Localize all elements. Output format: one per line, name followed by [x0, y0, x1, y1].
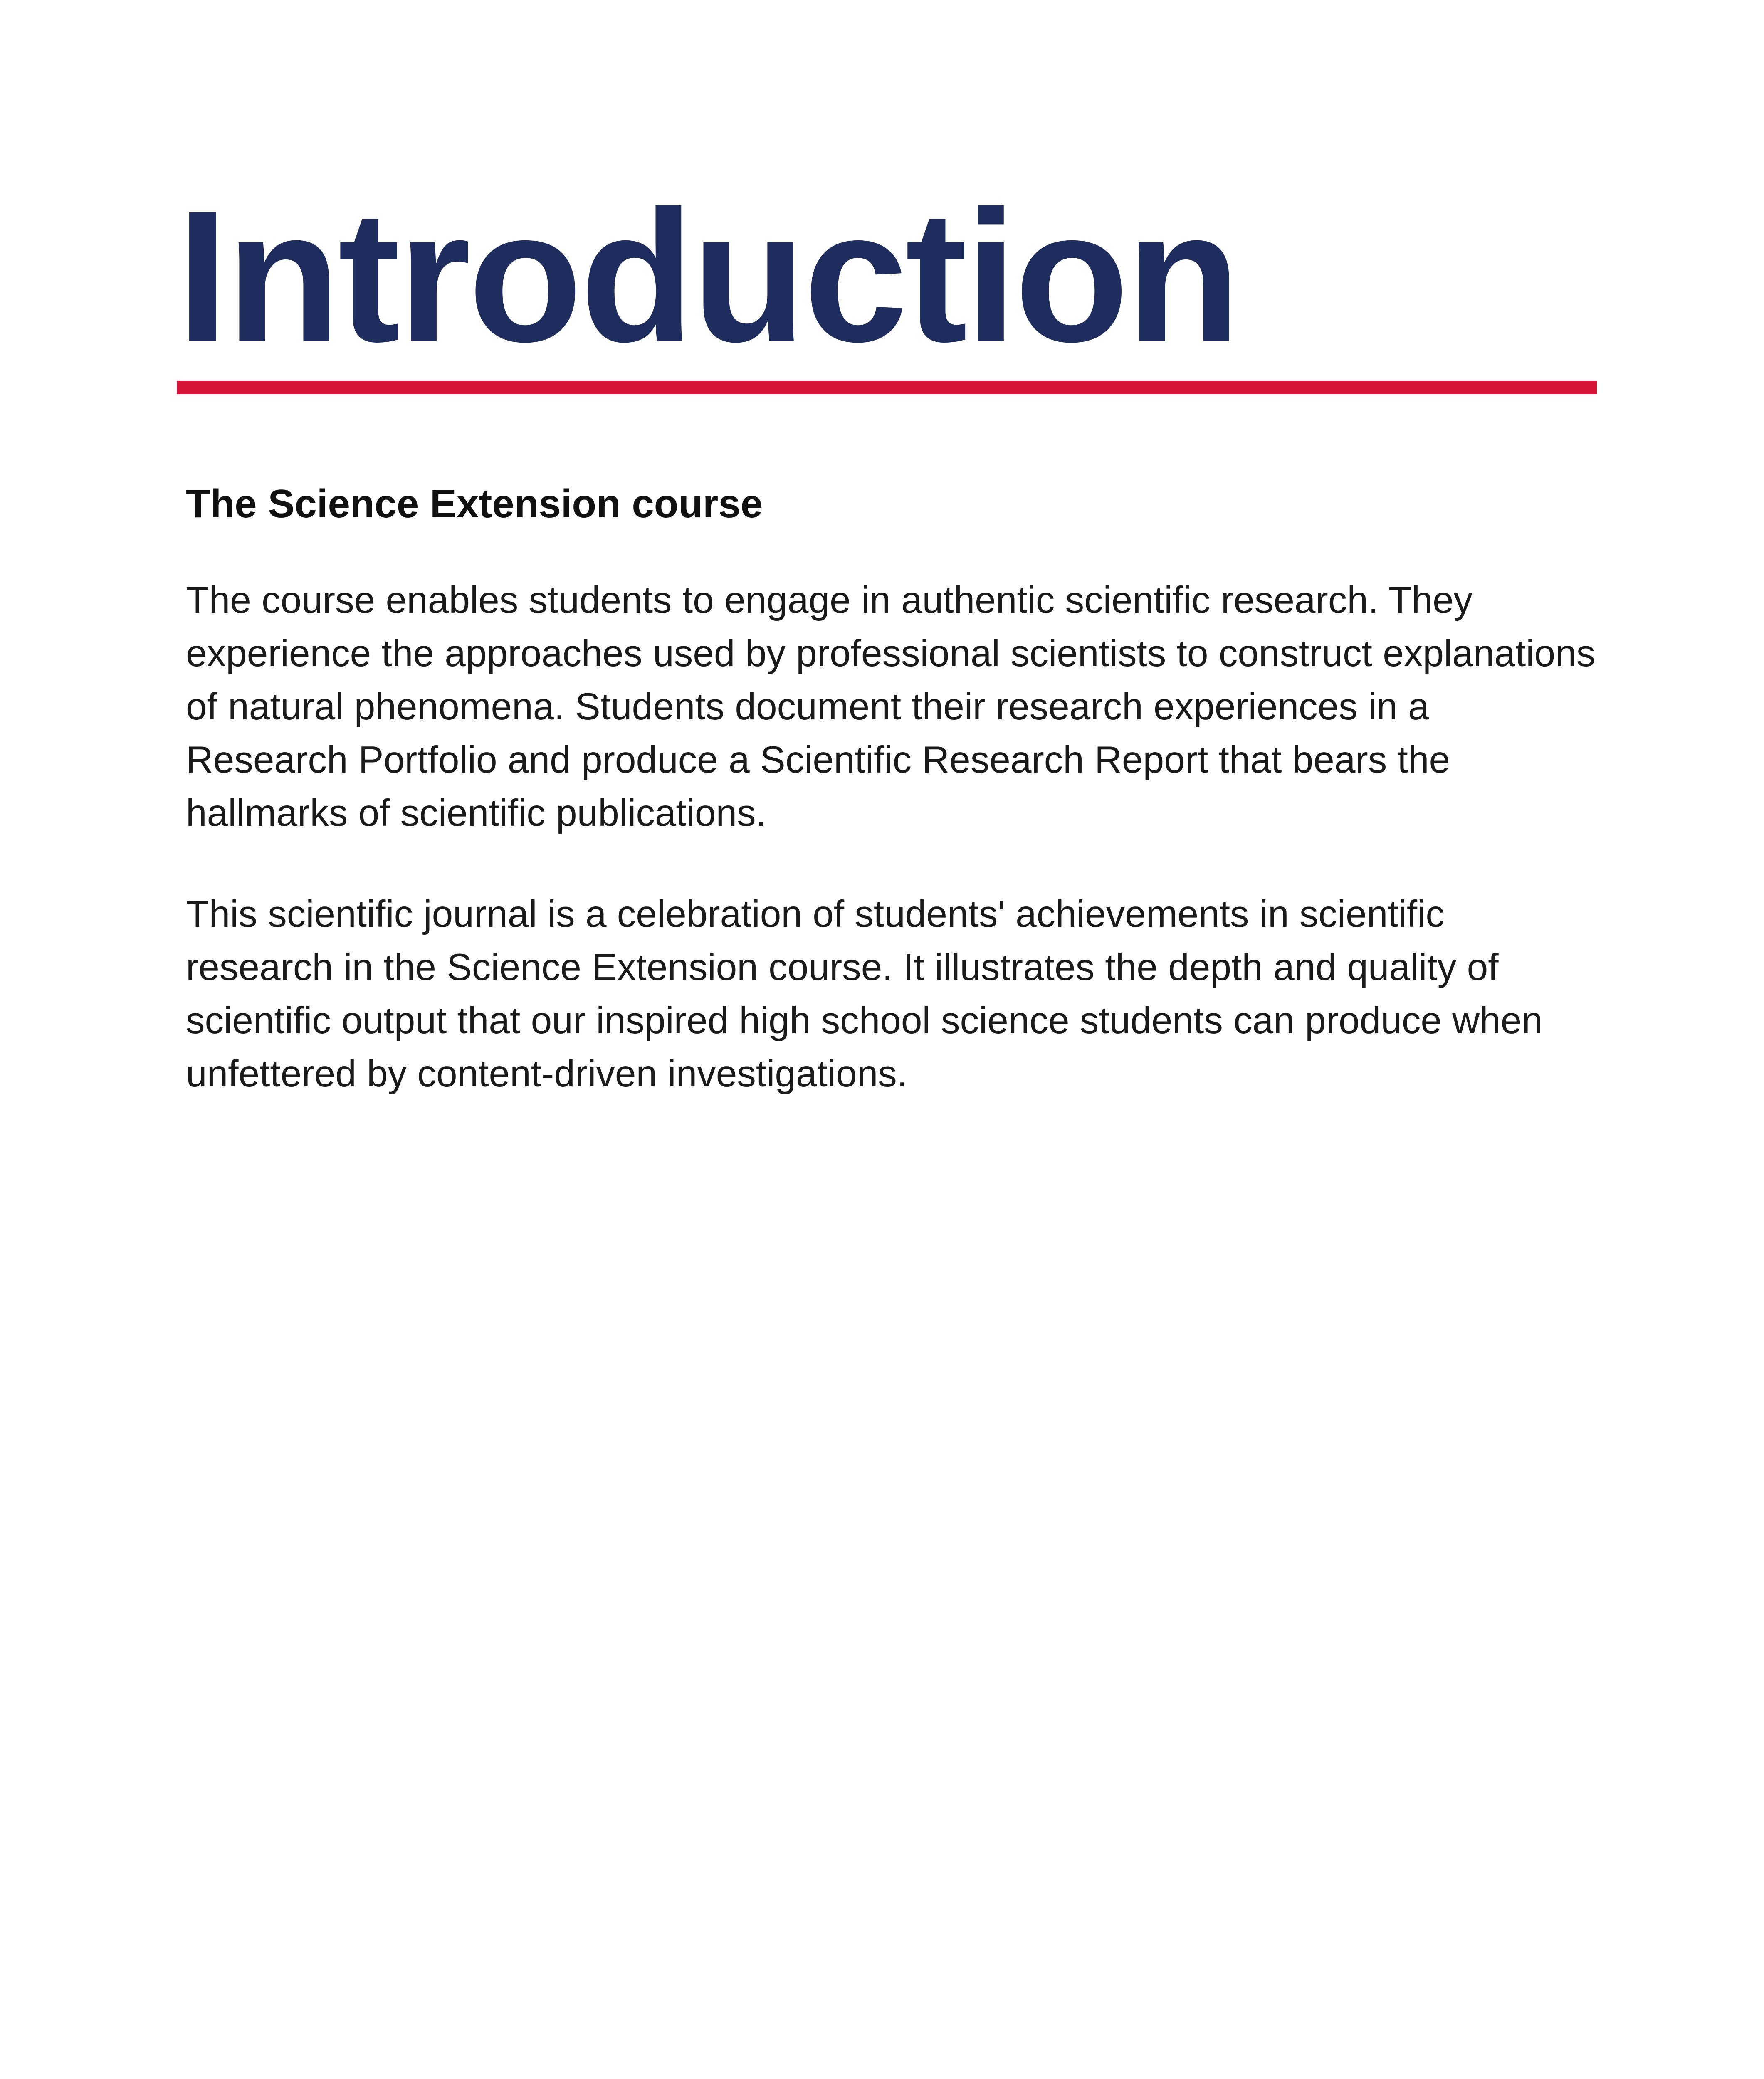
- page-title: Introduction: [177, 172, 1238, 381]
- title-divider: [177, 381, 1597, 394]
- paragraph-journal-description: This scientific journal is a celebration of students' achievements in scientific research in the Science Extension course. It illustrates the depth and quality of scientific output that our inspired high school science students can produce when unfettered by content-driven investigations.: [186, 893, 1543, 1095]
- paragraph-course-description: The course enables students to engage in authentic scientific research. They experience the approaches used by professional scientists to construct explanations of natural phenomena. Students document their research experiences in a Research Portfolio and produce a Scientific Research Report that bears the hallmarks of scientific publications.: [186, 579, 1596, 834]
- section-heading: The Science Extension course: [186, 481, 763, 526]
- main-content: [186, 478, 1600, 1148]
